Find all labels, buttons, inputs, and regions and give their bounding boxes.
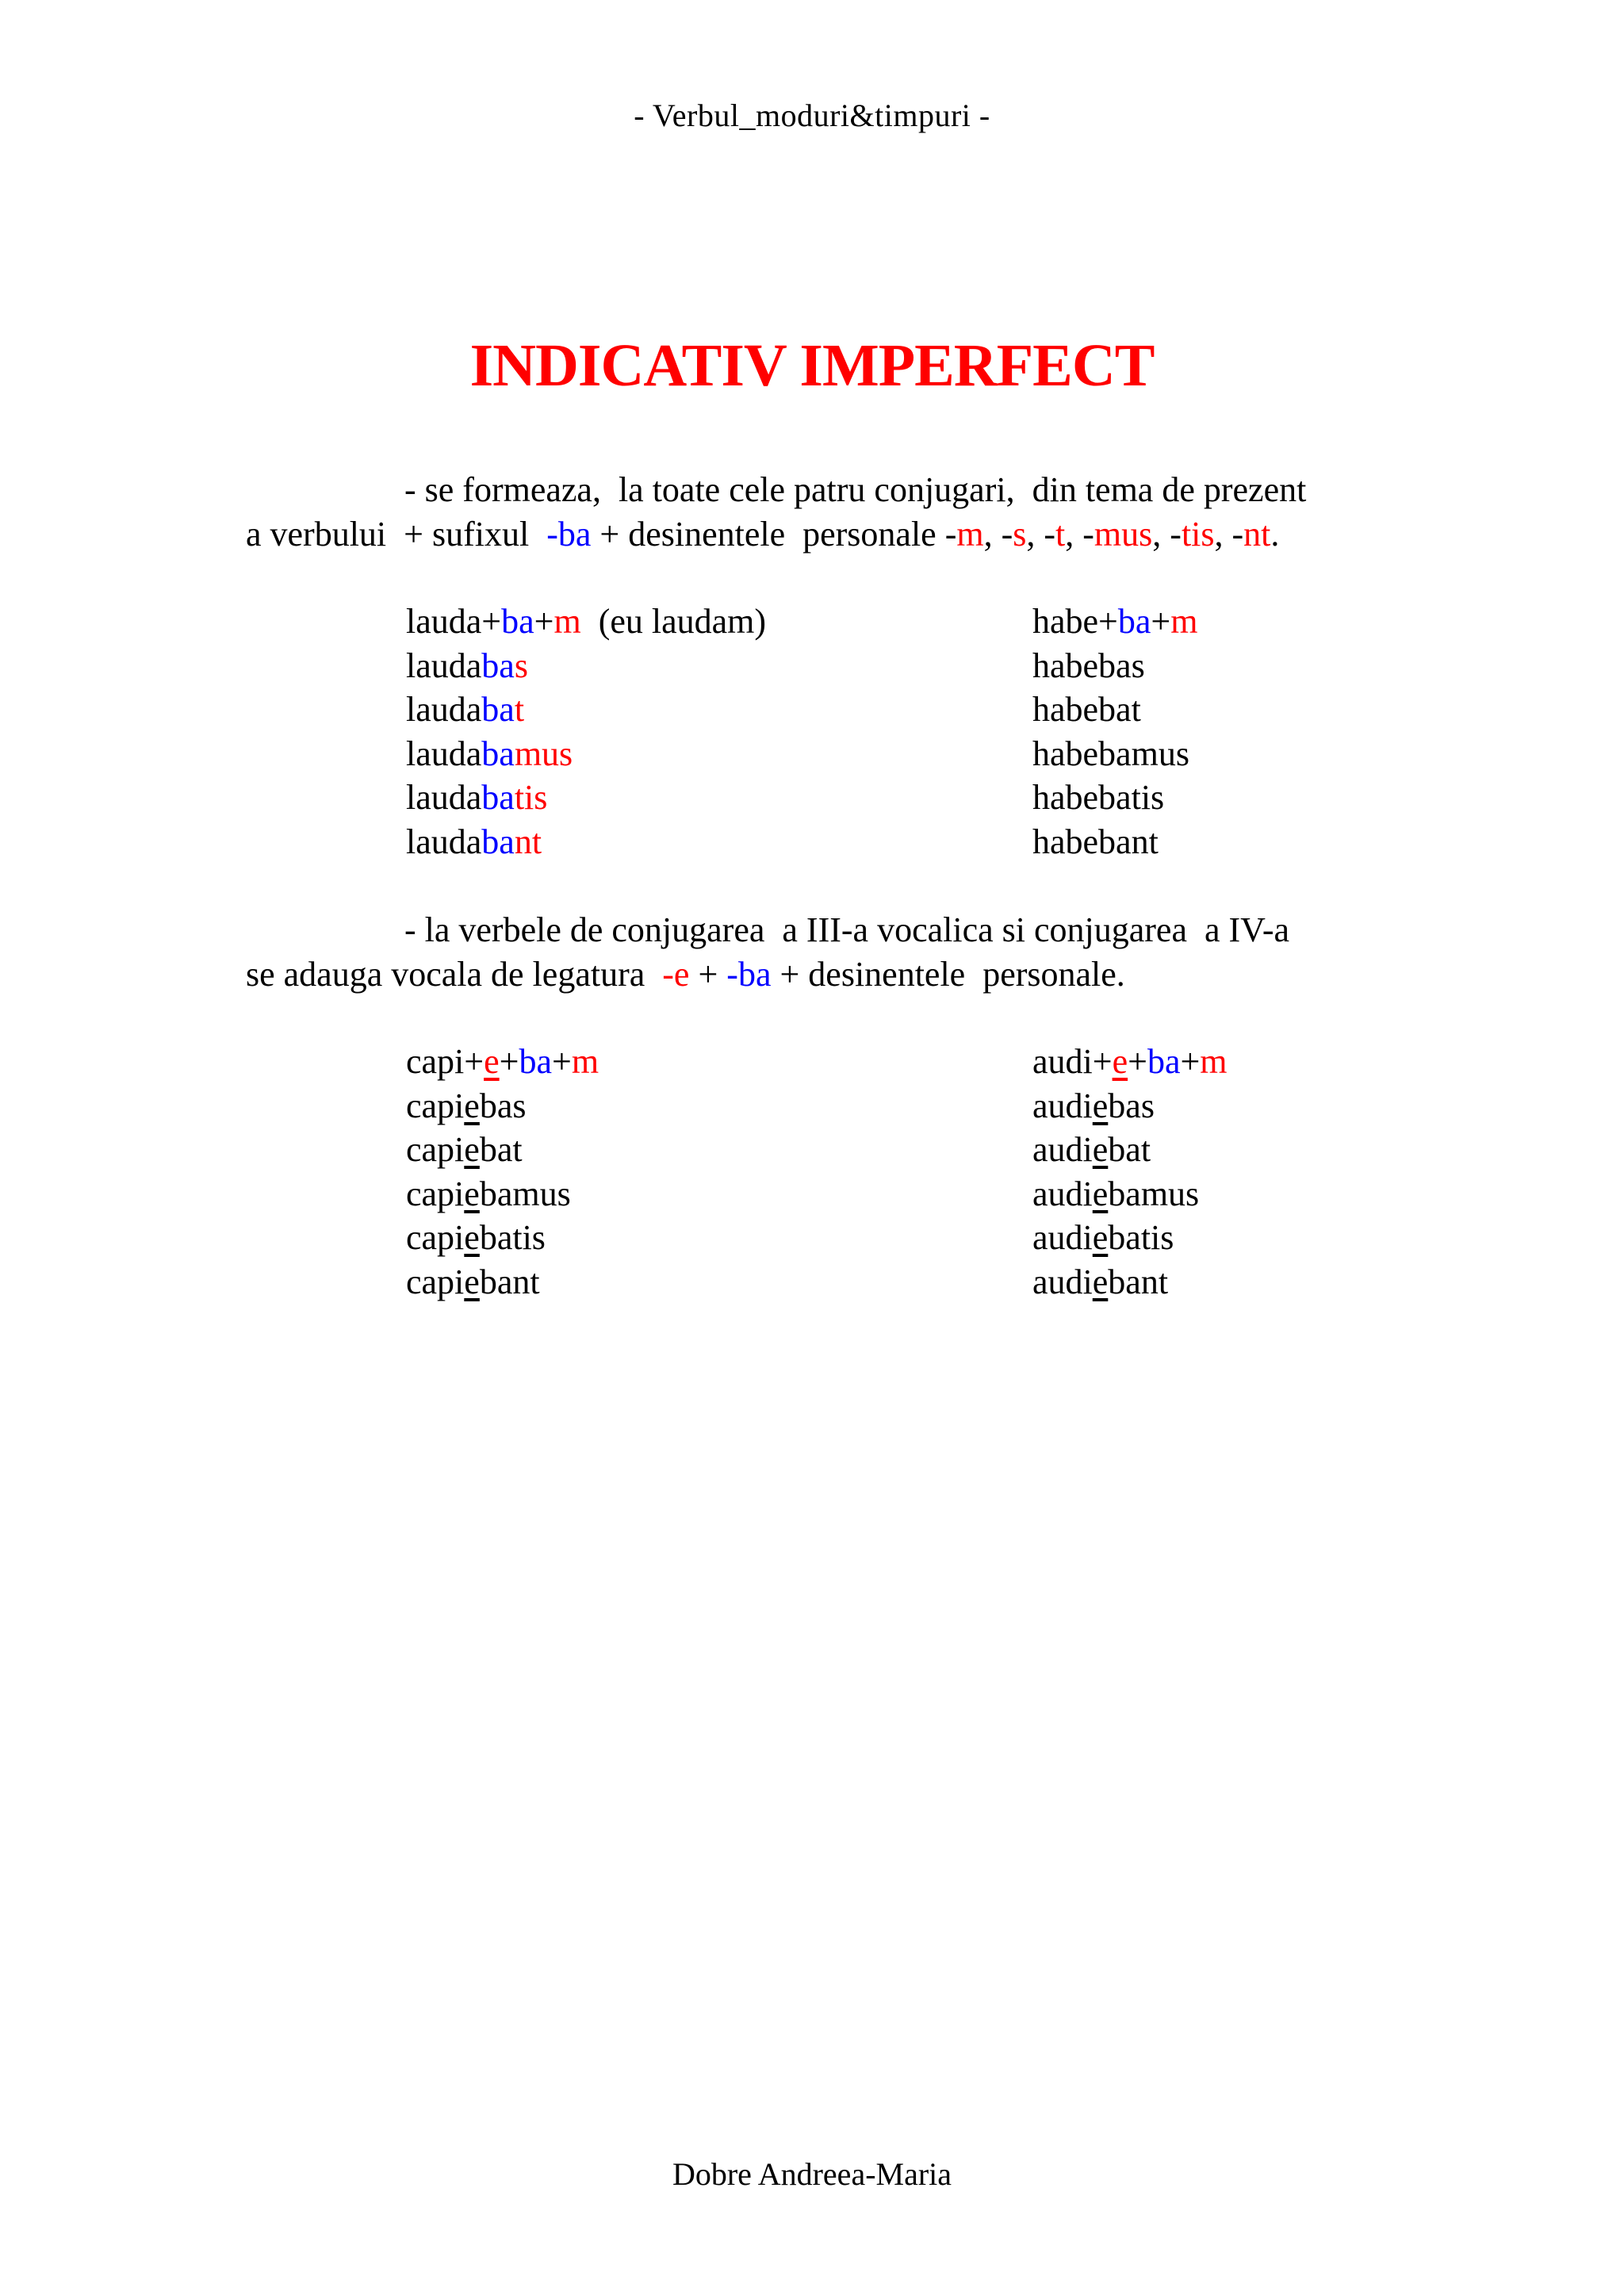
text-segment: audi (1032, 1262, 1093, 1301)
text-segment: capi (406, 1262, 465, 1301)
text-segment: lauda (406, 822, 482, 861)
conjugation-list-audire (1032, 1040, 1228, 1304)
text-segment: (eu laudam) (580, 602, 767, 641)
text-segment: nt (1243, 515, 1271, 554)
text-segment: bant (479, 1262, 540, 1301)
conjugation-form (1032, 1040, 1228, 1084)
text-segment: lauda (406, 646, 482, 685)
text-segment: capi+ (406, 1042, 485, 1081)
text-segment: + (1128, 1042, 1147, 1081)
conjugation-form (406, 644, 766, 688)
conjugation-form (406, 1216, 599, 1260)
text-segment: + desinentele personale - (591, 515, 957, 554)
text-segment: batis (1108, 1218, 1174, 1257)
text-segment: e (1092, 1130, 1109, 1169)
text-segment: t (1055, 515, 1066, 554)
text-segment: capi (406, 1130, 465, 1169)
conjugation-list-capere (406, 1040, 599, 1304)
page-header: - Verbul_moduri&timpuri - (634, 98, 990, 133)
text-segment: , - (983, 515, 1013, 554)
text-segment: lauda (406, 778, 482, 817)
text-segment: + (1151, 602, 1171, 641)
text-segment: - se formeaza, la toate cele patru conjugari, din tema de prezent (404, 470, 1307, 509)
text-segment: capi (406, 1218, 465, 1257)
conjugation-form (1032, 1128, 1228, 1172)
text-segment: ba (481, 646, 515, 685)
conjugation-form (1032, 1216, 1228, 1260)
text-segment: + desinentele personale. (771, 955, 1125, 994)
text-segment: e (464, 1130, 480, 1169)
conjugation-form (1032, 1172, 1228, 1216)
text-segment: e (1092, 1218, 1109, 1257)
text-segment: -ba (726, 955, 772, 994)
conjugation-form (406, 1040, 599, 1084)
text-segment: bas (1108, 1086, 1155, 1125)
text-segment: habebant (1032, 822, 1159, 861)
text-segment: m (571, 1042, 599, 1081)
conjugation-form (406, 688, 766, 732)
conjugation-form (406, 600, 766, 644)
text-segment: bas (479, 1086, 527, 1125)
text-segment: s (514, 646, 528, 685)
text-segment: e (1092, 1086, 1109, 1125)
conjugation-form (1032, 776, 1197, 820)
text-segment: tis (514, 778, 548, 817)
text-segment: e (484, 1042, 500, 1081)
text-segment: ba (1117, 602, 1151, 641)
conjugation-form (1032, 732, 1197, 776)
conjugation-form (1032, 820, 1197, 864)
text-segment: habe+ (1032, 602, 1118, 641)
text-segment: tis (1181, 515, 1215, 554)
text-segment: habebas (1032, 646, 1145, 685)
text-segment: audi (1032, 1086, 1093, 1125)
text-segment: habebat (1032, 690, 1141, 729)
text-segment: ba (481, 734, 515, 773)
text-segment: nt (514, 822, 542, 861)
text-segment: mus (1094, 515, 1153, 554)
text-segment: t (514, 690, 525, 729)
conjugation-form (406, 732, 766, 776)
text-segment: m (1200, 1042, 1228, 1081)
text-segment: capi (406, 1086, 465, 1125)
text-segment: capi (406, 1174, 465, 1213)
text-segment: habebatis (1032, 778, 1165, 817)
text-segment: e (1092, 1174, 1109, 1213)
conjugation-form (1032, 688, 1197, 732)
text-segment: e (464, 1174, 480, 1213)
text-segment: bant (1108, 1262, 1169, 1301)
paragraph-connecting-vowel-rule (246, 908, 1388, 997)
text-segment: bat (1108, 1130, 1151, 1169)
page-title: INDICATIV IMPERFECT (469, 332, 1155, 399)
text-segment: -e (662, 955, 690, 994)
text-segment: batis (479, 1218, 546, 1257)
conjugation-form (406, 1172, 599, 1216)
conjugation-form (406, 1084, 599, 1128)
text-segment: lauda+ (406, 602, 502, 641)
conjugation-form (1032, 600, 1197, 644)
conjugation-form (1032, 1260, 1228, 1305)
text-segment: habebamus (1032, 734, 1189, 773)
text-segment: + (499, 1042, 519, 1081)
text-segment: ba (481, 822, 515, 861)
conjugation-form (1032, 1084, 1228, 1128)
text-segment: e (464, 1218, 480, 1257)
text-segment: lauda (406, 690, 482, 729)
paragraph-line (246, 468, 1388, 512)
text-segment: audi (1032, 1174, 1093, 1213)
text-segment: + (1180, 1042, 1201, 1081)
text-segment: ba (501, 602, 534, 641)
text-segment: m (1170, 602, 1198, 641)
text-segment: + (689, 955, 727, 994)
text-segment: ba (481, 690, 515, 729)
text-segment: e (464, 1086, 480, 1125)
text-segment: + (552, 1042, 572, 1081)
conjugation-list-habere (1032, 600, 1197, 864)
text-segment: m (553, 602, 581, 641)
text-segment: , - (1152, 515, 1182, 554)
paragraph-line (246, 512, 1388, 557)
text-segment: + (534, 602, 554, 641)
text-segment: ba (1147, 1042, 1181, 1081)
text-segment: m (956, 515, 984, 554)
text-segment: - la verbele de conjugarea a III-a vocalica si conjugarea a IV-a (404, 910, 1290, 949)
text-segment: lauda (406, 734, 482, 773)
text-segment: -ba (546, 515, 592, 554)
conjugation-form (1032, 644, 1197, 688)
text-segment: a verbului + sufixul (246, 515, 547, 554)
conjugation-list-laudare (406, 600, 766, 864)
text-segment: mus (514, 734, 573, 773)
page-footer-author: Dobre Andreea-Maria (672, 2156, 952, 2192)
text-segment: audi+ (1032, 1042, 1113, 1081)
text-segment: . (1270, 515, 1280, 554)
text-segment: ba (519, 1042, 552, 1081)
text-segment: se adauga vocala de legatura (246, 955, 663, 994)
conjugation-form (406, 1128, 599, 1172)
text-segment: bat (479, 1130, 523, 1169)
text-segment: s (1013, 515, 1027, 554)
conjugation-form (406, 776, 766, 820)
paragraph-line (246, 908, 1388, 952)
text-segment: ba (481, 778, 515, 817)
text-segment: audi (1032, 1130, 1093, 1169)
text-segment: , - (1214, 515, 1244, 554)
text-segment: e (1092, 1262, 1109, 1301)
paragraph-line (246, 952, 1388, 997)
paragraph-formation-rule (246, 468, 1388, 557)
text-segment: e (464, 1262, 480, 1301)
conjugation-form (406, 1260, 599, 1305)
text-segment: bamus (479, 1174, 571, 1213)
text-segment: , - (1026, 515, 1056, 554)
conjugation-form (406, 820, 766, 864)
text-segment: , - (1065, 515, 1094, 554)
text-segment: bamus (1108, 1174, 1200, 1213)
text-segment: audi (1032, 1218, 1093, 1257)
text-segment: e (1112, 1042, 1128, 1081)
